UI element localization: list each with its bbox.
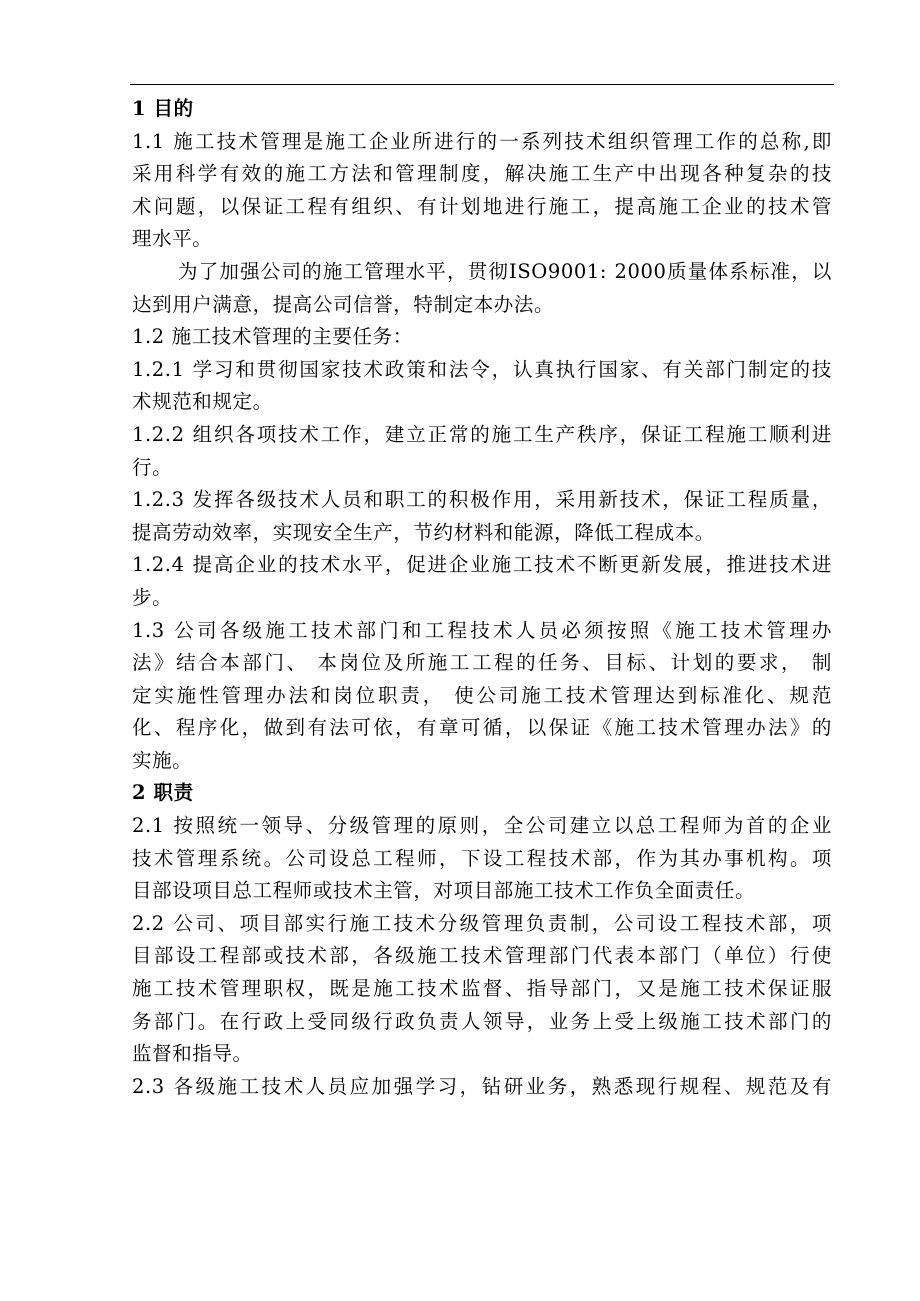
text-line: 技术管理系统。公司设总工程师，下设工程技术部，作为其办事机构。项 xyxy=(132,846,832,870)
text-line: 行。 xyxy=(132,455,173,479)
text-line: 2.3 各级施工技术人员应加强学习，钻研业务，熟悉现行规程、规范及有 xyxy=(132,1074,832,1098)
text-line: 目部设工程部或技术部，各级施工技术管理部门代表本部门（单位）行使 xyxy=(132,944,832,968)
document-body xyxy=(132,93,832,1103)
text-line: 法》结合本部门、 本岗位及所施工工程的任务、目标、计划的要求， 制 xyxy=(132,651,832,675)
text-line: 术问题，以保证工程有组织、有计划地进行施工，提高施工企业的技术管 xyxy=(132,194,832,218)
text-line: 2.1 按照统一领导、分级管理的原则，全公司建立以总工程师为首的企业 xyxy=(132,814,832,838)
text-line: 步。 xyxy=(132,585,173,609)
text-line: 定实施性管理办法和岗位职责， 使公司施工技术管理达到标准化、规范 xyxy=(132,683,832,707)
text-line: 施工技术管理职权，既是施工技术监督、指导部门，又是施工技术保证服 xyxy=(132,977,832,1001)
text-line: 实施。 xyxy=(132,748,193,772)
text-line: 1.2 施工技术管理的主要任务： xyxy=(132,325,413,349)
section-heading: 2 职责 xyxy=(132,781,194,805)
text-line: 化、程序化，做到有法可依，有章可循，以保证《施工技术管理办法》的 xyxy=(132,716,832,740)
text-line: 1.3 公司各级施工技术部门和工程技术人员必须按照《施工技术管理办 xyxy=(132,618,832,642)
text-line: 1.2.3 发挥各级技术人员和职工的积极作用，采用新技术，保证工程质量， xyxy=(132,488,832,512)
header-rule xyxy=(130,84,834,85)
text-line: 目部设项目总工程师或技术主管，对项目部施工技术工作负全面责任。 xyxy=(132,879,756,903)
text-line: 为了加强公司的施工管理水平，贯彻ISO9001: 2000质量体系标准，以 xyxy=(178,259,832,283)
text-line: 监督和指导。 xyxy=(132,1042,253,1066)
text-line: 1.2.2 组织各项技术工作，建立正常的施工生产秩序，保证工程施工顺利进 xyxy=(132,422,832,446)
text-line: 1.1 施工技术管理是施工企业所进行的一系列技术组织管理工作的总称,即 xyxy=(132,129,832,153)
text-line: 术规范和规定。 xyxy=(132,390,273,414)
text-line: 1.2.4 提高企业的技术水平，促进企业施工技术不断更新发展，推进技术进 xyxy=(132,553,832,577)
text-line: 2.2 公司、项目部实行施工技术分级管理负责制，公司设工程技术部，项 xyxy=(132,911,832,935)
section-heading: 1 目的 xyxy=(132,97,194,120)
text-line: 采用科学有效的施工方法和管理制度，解决施工生产中出现各种复杂的技 xyxy=(132,162,832,186)
text-line: 理水平。 xyxy=(132,227,213,251)
text-line: 提高劳动效率，实现安全生产，节约材料和能源，降低工程成本。 xyxy=(132,520,715,544)
text-line: 务部门。在行政上受同级行政负责人领导，业务上受上级施工技术部门的 xyxy=(132,1009,832,1033)
text-line: 1.2.1 学习和贯彻国家技术政策和法令，认真执行国家、有关部门制定的技 xyxy=(132,357,832,381)
text-line: 达到用户满意，提高公司信誉，特制定本办法。 xyxy=(132,292,555,316)
